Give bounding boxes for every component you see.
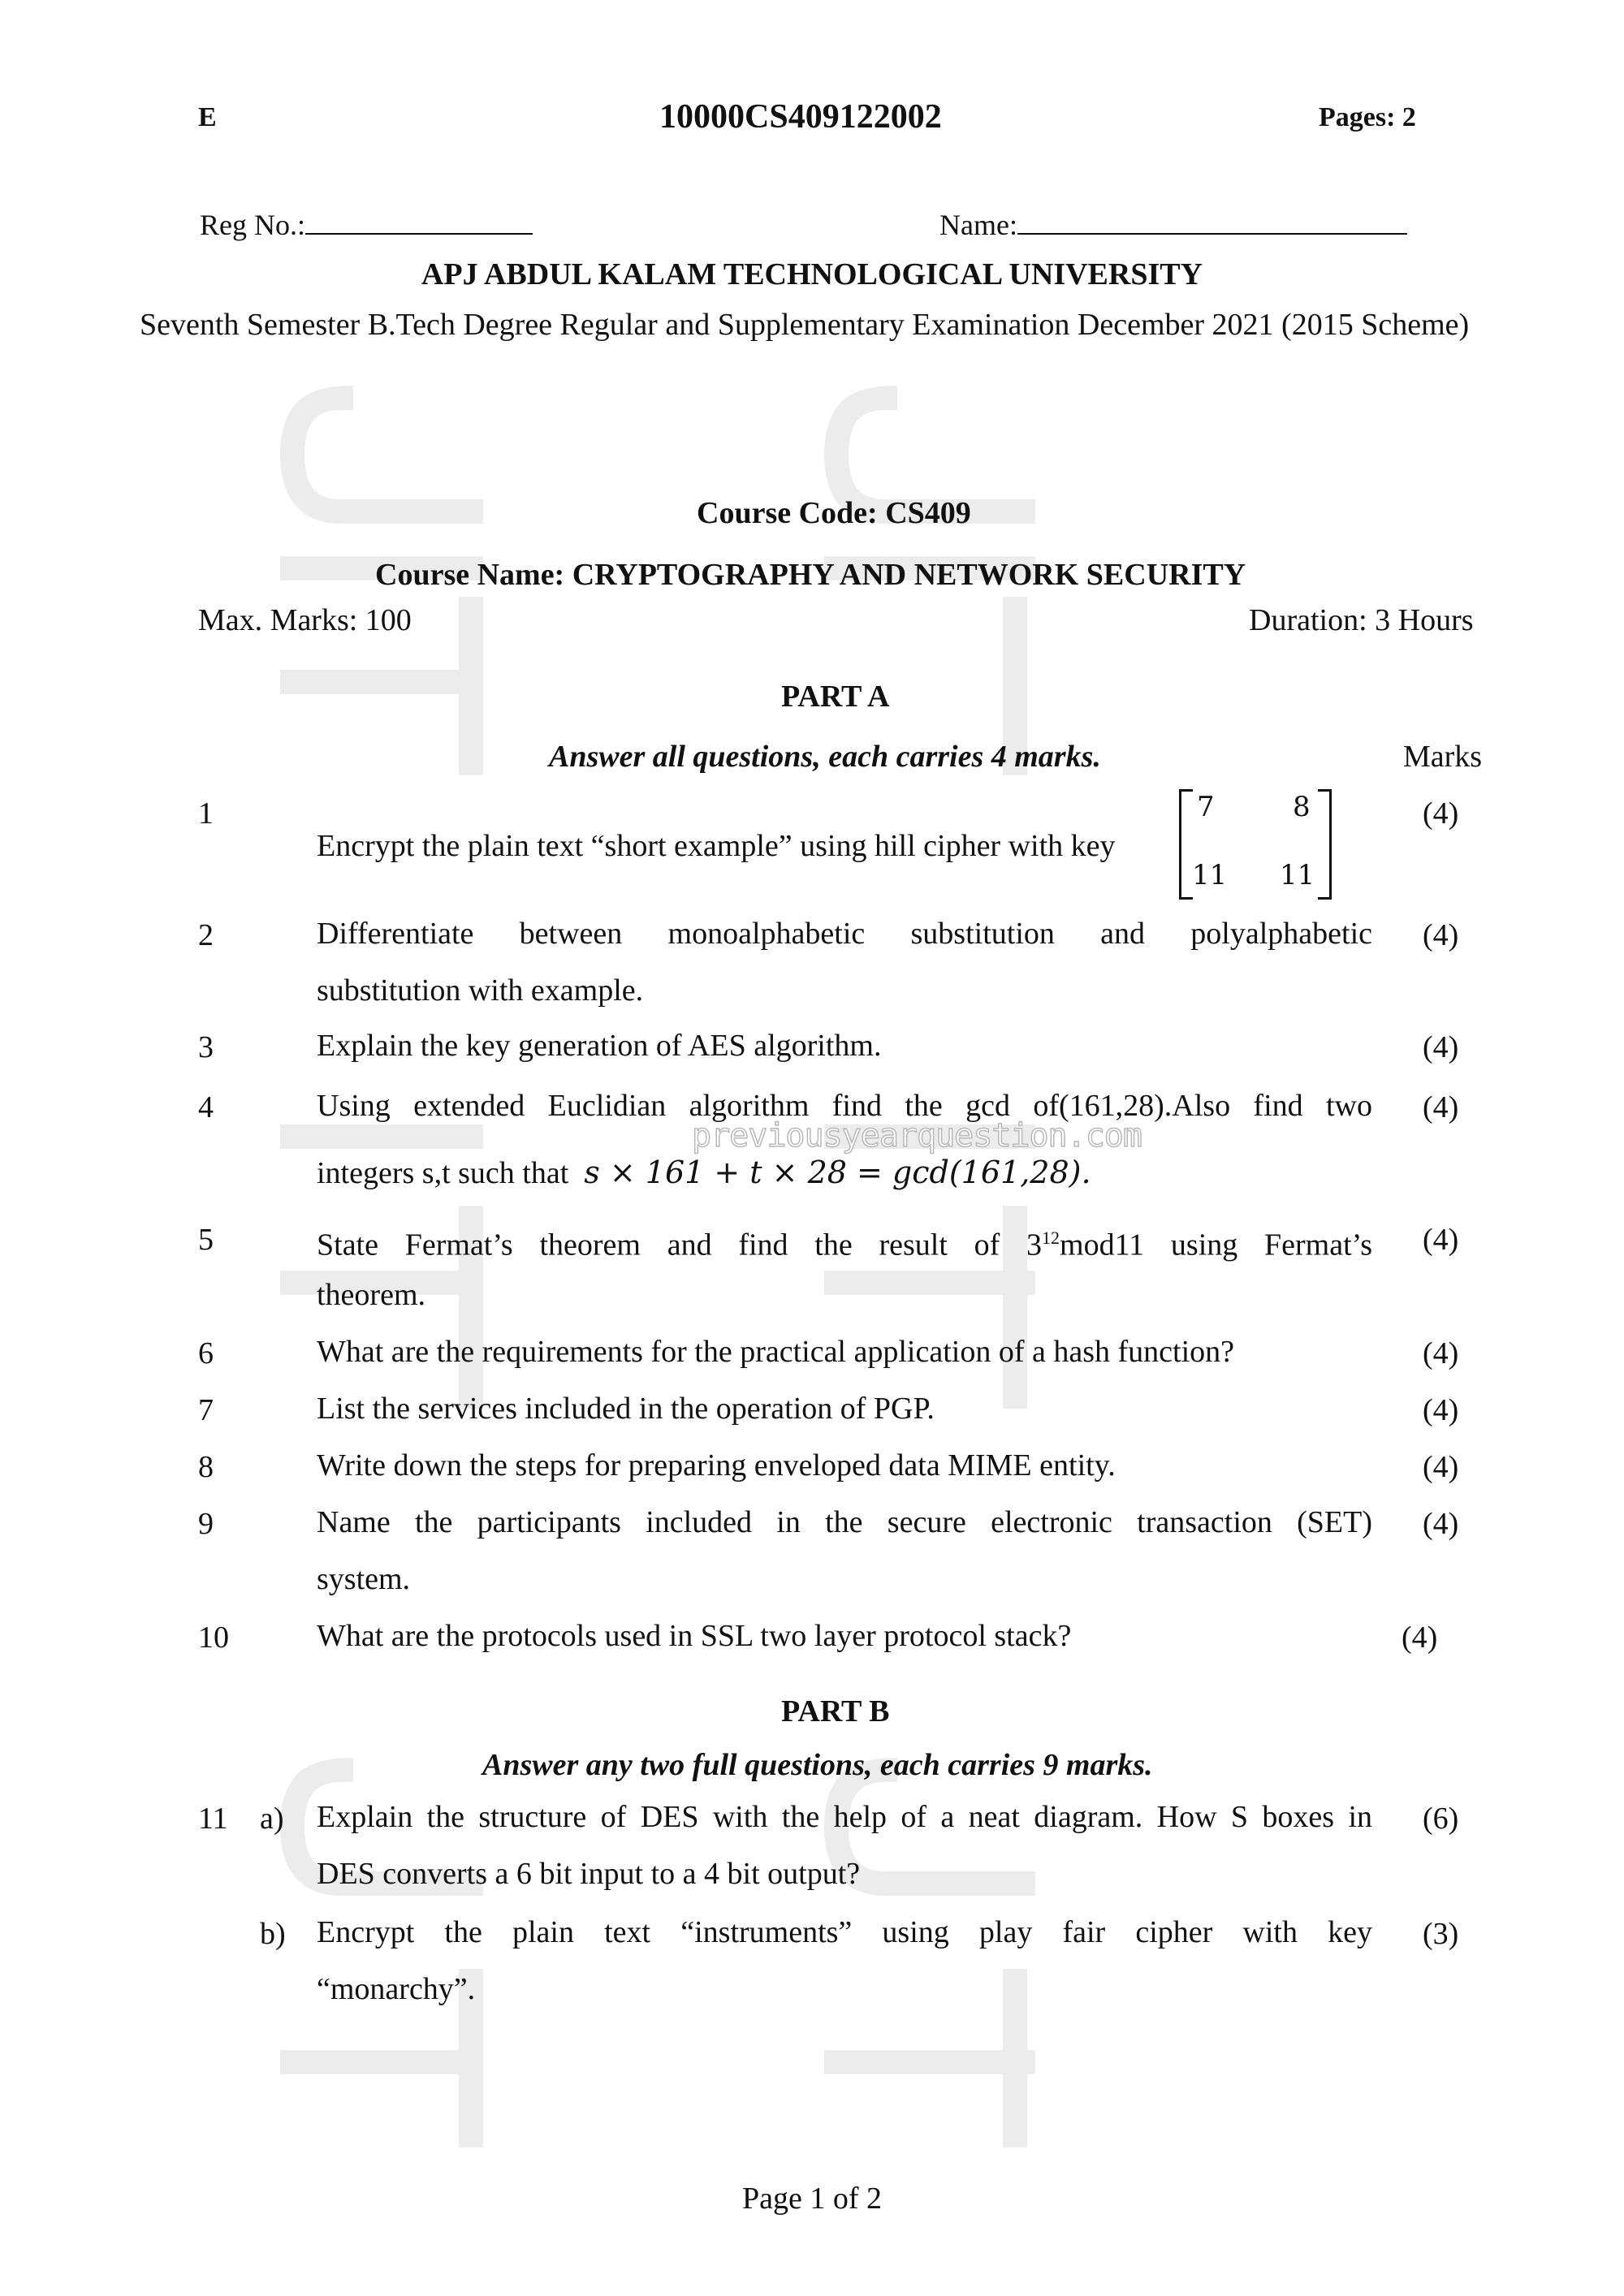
matrix-cell: 11 (1192, 859, 1228, 891)
question-text: What are the requirements for the practical application of a hash function? (317, 1335, 1234, 1369)
question-number: 5 (198, 1223, 214, 1257)
question-text-a: State Fermat’s theorem and find the result of 3 (317, 1228, 1043, 1262)
question-text: Encrypt the plain text “instruments” using play fair cipher with key (317, 1915, 1372, 1949)
question-number: 6 (198, 1336, 214, 1370)
question-text: What are the protocols used in SSL two layer protocol stack? (317, 1619, 1072, 1653)
matrix-cell: 11 (1280, 859, 1315, 891)
matrix-cell: 7 (1197, 791, 1215, 823)
question-marks: (6) (1423, 1802, 1459, 1836)
question-text-continued: DES converts a 6 bit input to a 4 bit output? (317, 1857, 861, 1891)
question-number: 3 (198, 1030, 214, 1064)
marks-column-header: Marks (1403, 740, 1483, 774)
math-expression: s × 161 + t × 28 = gcd(161,28). (584, 1154, 1091, 1190)
question-marks: (3) (1423, 1917, 1459, 1951)
question-number: 2 (198, 918, 214, 952)
question-number: 10 (198, 1621, 229, 1655)
page-footer: Page 1 of 2 (742, 2182, 883, 2216)
question-number: 4 (198, 1090, 214, 1124)
question-marks: (4) (1423, 1393, 1459, 1427)
question-number: 1 (198, 796, 214, 831)
question-text: Encrypt the plain text “short example” using hill cipher with key (317, 829, 1116, 863)
question-text: Differentiate between monoalphabetic substitution and polyalphabetic (317, 917, 1372, 951)
question-text: Write down the steps for preparing enveloped data MIME entity. (317, 1448, 1116, 1482)
question-text: Using extended Euclidian algorithm find the gcd of(161,28).Also find two (317, 1089, 1372, 1123)
question-text-continued: “monarchy”. (317, 1972, 476, 2006)
question-number: 7 (198, 1393, 214, 1427)
question-number: 11 (198, 1802, 228, 1836)
question-number: 9 (198, 1507, 214, 1541)
university-name: APJ ABDUL KALAM TECHNOLOGICAL UNIVERSITY (421, 257, 1203, 291)
question-text: Explain the key generation of AES algorithm. (317, 1029, 882, 1063)
question-text-continued (317, 1154, 1091, 1191)
question-text-prefix: integers s,t such that (317, 1156, 569, 1190)
question-text-continued: system. (317, 1562, 411, 1596)
question-number: 8 (198, 1450, 214, 1484)
question-text-continued: substitution with example. (317, 973, 644, 1008)
page-count: Pages: 2 (1319, 102, 1416, 132)
exam-title: Seventh Semester B.Tech Degree Regular and Supplementary Examination December 2021 (2015 Scheme) (140, 308, 1470, 342)
part-b-instruction: Answer any two full questions, each carries 9 marks. (482, 1748, 1153, 1782)
name-field (939, 208, 1407, 242)
matrix-cell: 8 (1293, 791, 1311, 823)
question-text: Name the participants included in the secure electronic transaction (SET) (317, 1505, 1372, 1539)
question-marks: (4) (1423, 918, 1459, 952)
course-code: Course Code: CS409 (697, 496, 971, 530)
reg-no-blank (305, 233, 533, 235)
question-marks: (4) (1423, 1336, 1459, 1370)
question-marks: (4) (1423, 1223, 1459, 1257)
reg-no-field (200, 208, 533, 242)
question-marks: (4) (1423, 796, 1459, 831)
question-text: List the services included in the operation of PGP. (317, 1392, 935, 1426)
question-marks: (4) (1423, 1030, 1459, 1064)
part-a-title: PART A (781, 680, 890, 714)
question-marks: (4) (1402, 1621, 1438, 1655)
matrix-right-bracket (1318, 789, 1332, 900)
paper-code: 10000CS409122002 (659, 98, 942, 136)
part-b-title: PART B (781, 1694, 890, 1728)
reg-no-label: Reg No.: (200, 209, 305, 241)
exponent: 12 (1042, 1228, 1060, 1248)
sub-question-label: b) (260, 1917, 286, 1951)
set-code: E (198, 102, 217, 132)
key-matrix (1179, 789, 1332, 896)
sub-question-label: a) (260, 1802, 284, 1836)
question-text: Explain the structure of DES with the help of a neat diagram. How S boxes in (317, 1800, 1372, 1834)
question-text-b: mod11 using Fermat’s (1060, 1228, 1372, 1262)
max-marks: Max. Marks: 100 (198, 603, 412, 637)
duration: Duration: 3 Hours (1249, 603, 1474, 637)
course-name: Course Name: CRYPTOGRAPHY AND NETWORK SECURITY (375, 558, 1246, 592)
question-marks: (4) (1423, 1507, 1459, 1541)
matrix-left-bracket (1179, 789, 1193, 900)
name-blank (1017, 233, 1407, 235)
question-text-continued: theorem. (317, 1278, 426, 1312)
part-a-instruction: Answer all questions, each carries 4 marks. (549, 740, 1101, 774)
name-label: Name: (939, 209, 1017, 241)
watermark-text: previousyearquestion.com (692, 1117, 1142, 1154)
question-marks: (4) (1423, 1090, 1459, 1124)
question-marks: (4) (1423, 1450, 1459, 1484)
question-text (317, 1210, 1372, 1274)
